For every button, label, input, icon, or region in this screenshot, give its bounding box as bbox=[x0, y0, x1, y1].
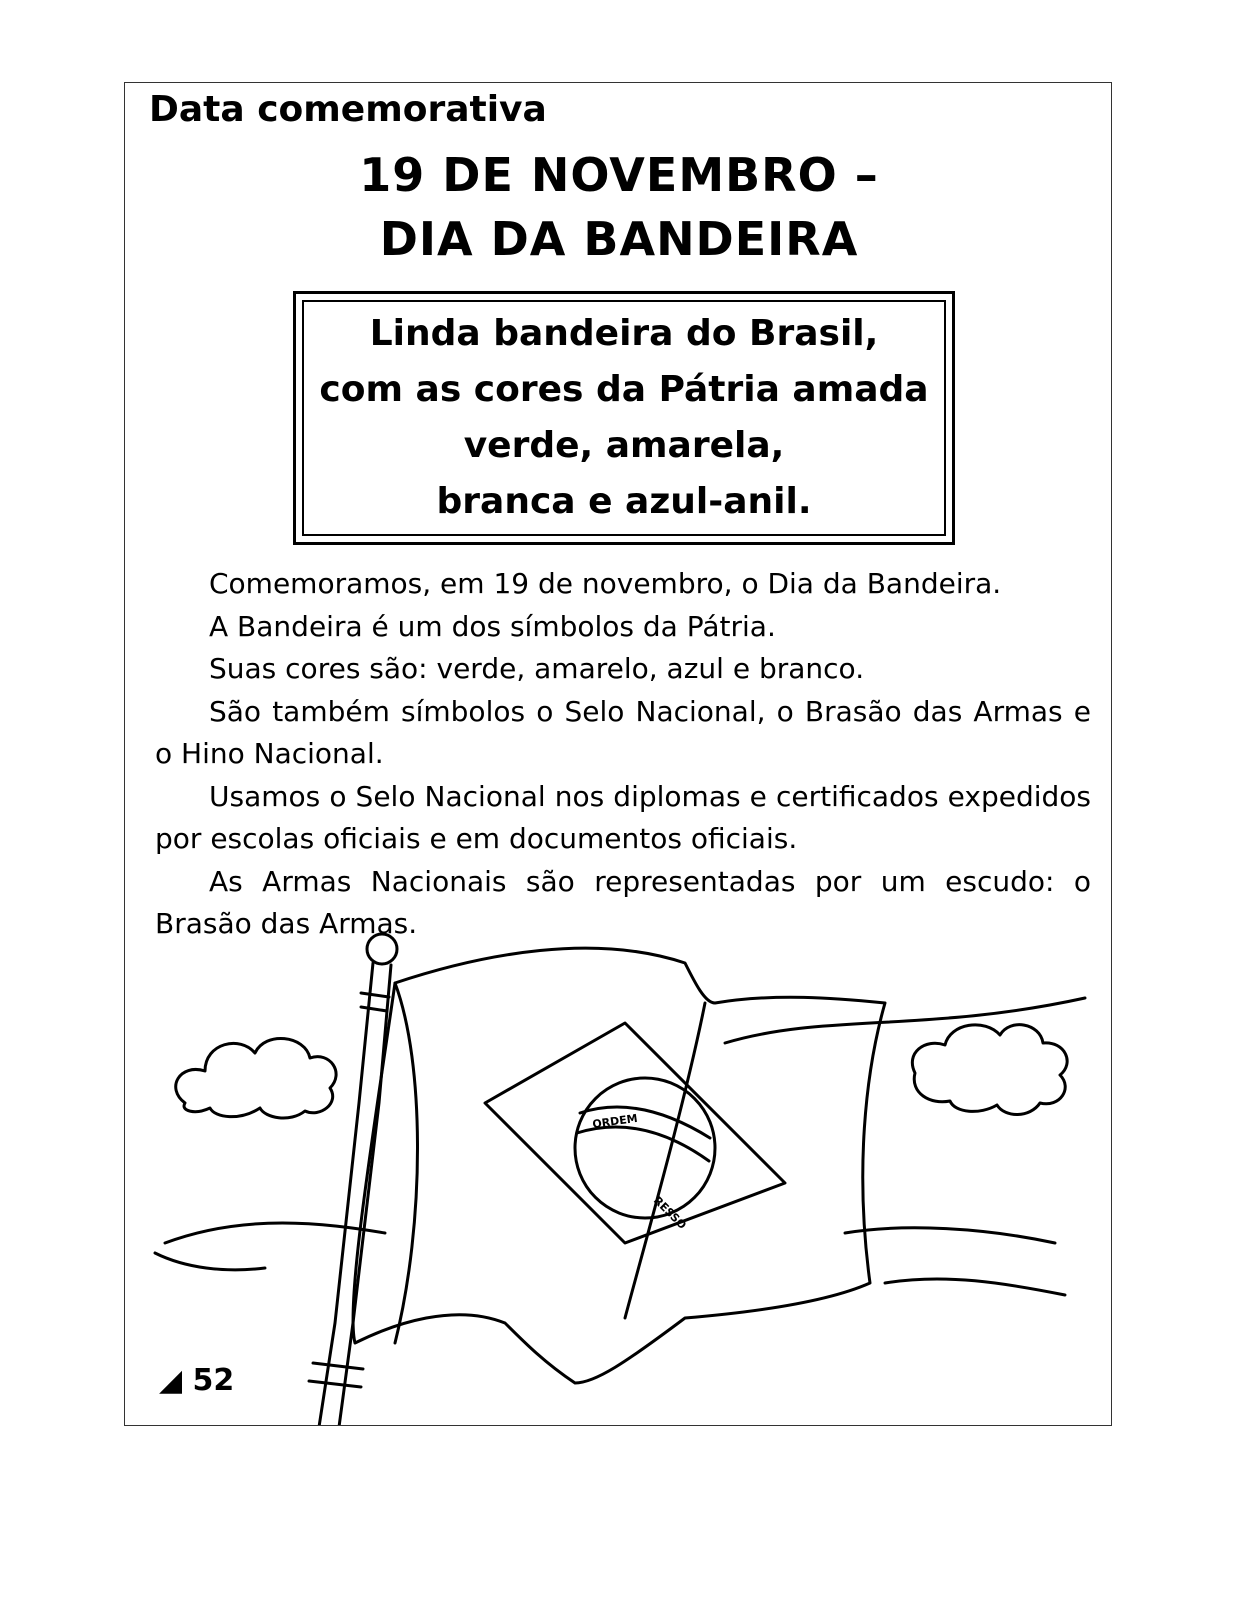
page-frame bbox=[124, 82, 1112, 1426]
flag-globe bbox=[575, 1078, 715, 1218]
verse-line: branca e azul-anil. bbox=[436, 481, 812, 522]
verse-line: Linda bandeira do Brasil, bbox=[369, 313, 879, 354]
verse-line: verde, amarela, bbox=[463, 425, 785, 466]
page-title bbox=[125, 143, 1112, 271]
globe-motto-top: ORDEM bbox=[591, 1111, 639, 1131]
wind-line bbox=[725, 998, 1085, 1043]
flag-fold bbox=[395, 983, 418, 1343]
verse-box-inner bbox=[302, 300, 946, 536]
body-text bbox=[155, 563, 1091, 946]
cloud-left bbox=[176, 1038, 336, 1118]
flag-rhombus bbox=[485, 1023, 785, 1243]
paragraph: Comemoramos, em 19 de novembro, o Dia da Bandeira. bbox=[209, 567, 1002, 600]
hill-line bbox=[845, 1228, 1055, 1243]
globe-motto-bottom: RESSO bbox=[650, 1193, 689, 1232]
hill-line bbox=[155, 1253, 265, 1270]
pole-ring bbox=[361, 993, 389, 1011]
pole-base bbox=[309, 1363, 363, 1387]
paragraph: A Bandeira é um dos símbolos da Pátria. bbox=[209, 609, 776, 643]
flag-illustration bbox=[125, 923, 1112, 1426]
verse-line: com as cores da Pátria amada bbox=[319, 369, 929, 410]
cloud-right bbox=[912, 1025, 1067, 1115]
pole-finial bbox=[367, 934, 397, 964]
title-line-2: DIA DA BANDEIRA bbox=[379, 212, 859, 266]
hill-line bbox=[165, 1223, 385, 1243]
paragraph: Suas cores são: verde, amarelo, azul e branco. bbox=[209, 652, 865, 685]
paragraph: Usamos o Selo Nacional nos diplomas e certificados expedidos por escolas oficiais e em documentos oficiais. bbox=[155, 779, 1091, 855]
page-number-value: 52 bbox=[192, 1363, 235, 1398]
paragraph: As Armas Nacionais são representadas por um escudo: o Brasão das Armas. bbox=[155, 864, 1091, 940]
flag-fold bbox=[625, 1003, 705, 1318]
section-label: Data comemorativa bbox=[149, 89, 547, 130]
flag-pole bbox=[319, 963, 391, 1426]
paragraph: São também símbolos o Selo Nacional, o Brasão das Armas e o Hino Nacional. bbox=[155, 694, 1091, 770]
page-number bbox=[159, 1363, 234, 1398]
flag-outline bbox=[353, 948, 885, 1383]
page-number-mark: ◢ bbox=[159, 1363, 183, 1398]
title-line-1: 19 DE NOVEMBRO – bbox=[359, 148, 879, 202]
hill-line bbox=[885, 1279, 1065, 1295]
globe-band bbox=[577, 1107, 710, 1161]
verse-box bbox=[293, 291, 955, 545]
